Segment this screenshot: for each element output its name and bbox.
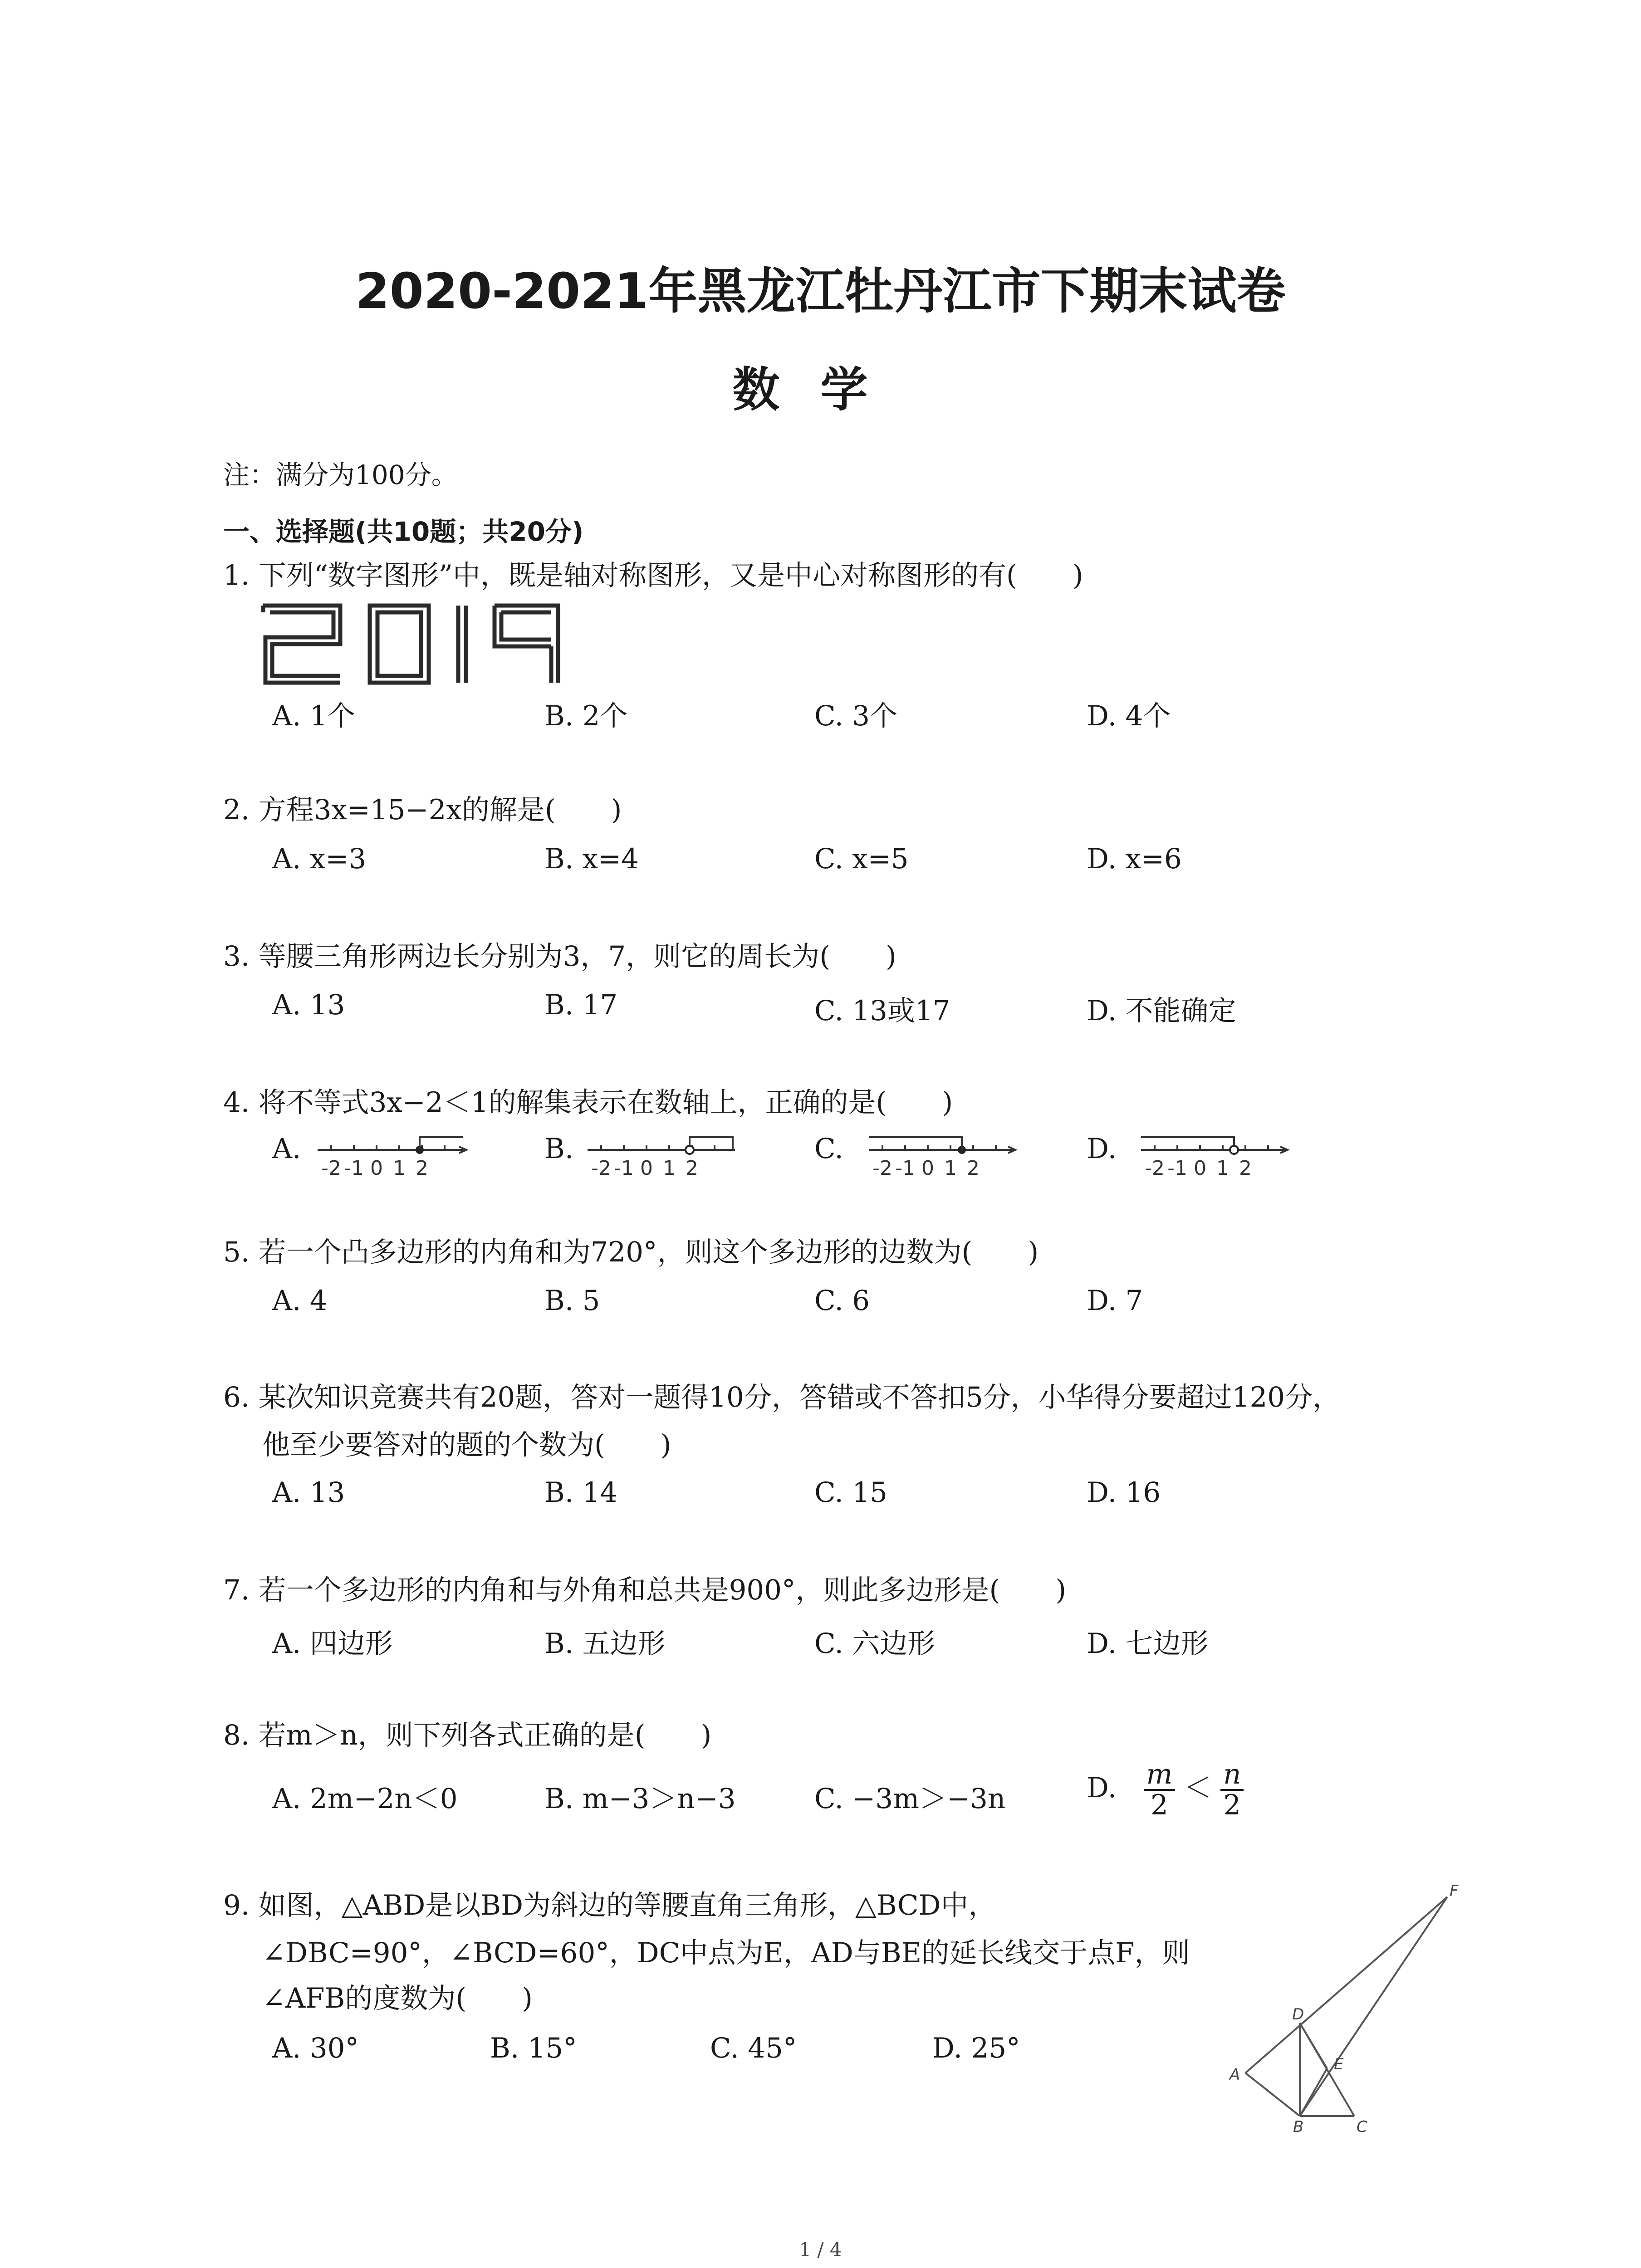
question-4-option-a[interactable]: A.	[272, 1133, 301, 1165]
digit-9	[495, 606, 558, 683]
question-1-digit-figure	[259, 601, 567, 685]
tick-label: 0	[370, 1157, 383, 1180]
question-6-stem: 6. 某次知识竞赛共有20题，答对一题得10分，答错或不答扣5分，小华得分要超过120分，	[223, 1381, 1341, 1413]
question-4-option-b[interactable]: B.	[544, 1133, 574, 1165]
question-9-option-d[interactable]: D. 25°	[932, 2032, 1020, 2064]
question-6-option-a[interactable]: A. 13	[272, 1476, 345, 1509]
question-2-option-c[interactable]: C. x=5	[814, 843, 909, 875]
question-8-option-a[interactable]: A. 2m−2n＜0	[272, 1783, 458, 1815]
question-9-stem-line2: ∠DBC=90°，∠BCD=60°，DC中点为E，AD与BE的延长线交于点F，则	[262, 1937, 1190, 1969]
question-4-stem: 4. 将不等式3x−2＜1的解集表示在数轴上，正确的是( )	[223, 1086, 953, 1119]
tick-label: 0	[1194, 1157, 1206, 1180]
question-4-option-d[interactable]: D.	[1087, 1133, 1117, 1165]
question-5-option-c[interactable]: C. 6	[814, 1285, 870, 1317]
question-6-option-c[interactable]: C. 15	[814, 1476, 887, 1509]
question-4-option-c[interactable]: C.	[814, 1133, 843, 1165]
number-line-b	[588, 1132, 742, 1182]
tick-label: 2	[967, 1157, 980, 1180]
fraction-denominator: 2	[1223, 1789, 1241, 1822]
score-note: 注：满分为100分。	[223, 459, 458, 490]
fraction-numerator: m	[1144, 1760, 1176, 1791]
tick-label: 1	[393, 1157, 406, 1180]
question-2-option-a[interactable]: A. x=3	[272, 843, 367, 875]
question-3-option-b[interactable]: B. 17	[544, 989, 618, 1021]
tick-label: 0	[640, 1157, 653, 1180]
section-heading: 一、选择题(共10题；共20分)	[223, 516, 584, 547]
tick-label: -2	[872, 1157, 892, 1180]
question-1-option-d[interactable]: D. 4个	[1087, 700, 1171, 732]
question-3-stem: 3. 等腰三角形两边长分别为3，7，则它的周长为( )	[223, 940, 896, 973]
digit-2	[263, 606, 340, 683]
number-line-a	[318, 1132, 472, 1182]
question-5-option-a[interactable]: A. 4	[272, 1285, 328, 1317]
tick-label: 2	[686, 1157, 698, 1180]
fraction-denominator: 2	[1151, 1789, 1168, 1822]
tick-label: -1	[344, 1157, 364, 1180]
question-2-option-d[interactable]: D. x=6	[1087, 843, 1182, 875]
tick-label: 1	[1216, 1157, 1229, 1180]
point-label: E	[1334, 2055, 1344, 2073]
question-3-option-a[interactable]: A. 13	[272, 989, 345, 1021]
digit-1	[458, 606, 466, 683]
question-9-geometry-figure	[1225, 1878, 1479, 2132]
tick-label: -1	[614, 1157, 634, 1180]
tick-label: -2	[591, 1157, 611, 1180]
question-7-option-c[interactable]: C. 六边形	[814, 1628, 936, 1660]
question-8-option-d-label: D.	[1087, 1772, 1117, 1804]
question-8-stem: 8. 若m＞n，则下列各式正确的是( )	[223, 1719, 712, 1751]
point-label: F	[1450, 1882, 1459, 1900]
question-9-option-a[interactable]: A. 30°	[272, 2032, 359, 2064]
question-9-stem: 9. 如图，△ABD是以BD为斜边的等腰直角三角形，△BCD中，	[223, 1889, 996, 1921]
question-7-stem: 7. 若一个多边形的内角和与外角和总共是900°，则此多边形是( )	[223, 1574, 1067, 1606]
question-8-option-d[interactable]	[1087, 1760, 1244, 1820]
point-label: C	[1357, 2118, 1367, 2132]
question-7-option-d[interactable]: D. 七边形	[1087, 1628, 1209, 1660]
question-5-option-d[interactable]: D. 7	[1087, 1285, 1143, 1317]
question-5-option-b[interactable]: B. 5	[544, 1285, 600, 1317]
question-6-option-b[interactable]: B. 14	[544, 1476, 618, 1509]
tick-label: 2	[416, 1157, 428, 1180]
point-label: A	[1230, 2066, 1240, 2084]
question-3-option-d[interactable]: D. 不能确定	[1087, 995, 1236, 1027]
number-line-d	[1132, 1132, 1295, 1182]
question-6-stem-line2: 他至少要答对的题的个数为( )	[262, 1429, 671, 1461]
less-than-sign: ＜	[1184, 1772, 1212, 1804]
question-8-option-b[interactable]: B. m−3＞n−3	[544, 1783, 736, 1815]
question-1-stem: 1. 下列“数字图形”中，既是轴对称图形，又是中心对称图形的有( )	[223, 559, 1083, 591]
question-1-option-c[interactable]: C. 3个	[814, 700, 898, 732]
page-title: 2020-2021年黑龙江牡丹江市下期末试卷	[355, 263, 1286, 320]
tick-label: 2	[1239, 1157, 1252, 1180]
question-9-option-c[interactable]: C. 45°	[710, 2032, 797, 2064]
tick-label: 1	[944, 1157, 957, 1180]
page-number: 1 / 4	[799, 2239, 842, 2261]
question-2-stem: 2. 方程3x=15−2x的解是( )	[223, 794, 622, 826]
number-line-c	[860, 1132, 1023, 1182]
question-2-option-b[interactable]: B. x=4	[544, 843, 639, 875]
question-6-option-d[interactable]: D. 16	[1087, 1476, 1161, 1509]
question-5-stem: 5. 若一个凸多边形的内角和为720°，则这个多边形的边数为( )	[223, 1236, 1039, 1268]
question-9-option-b[interactable]: B. 15°	[490, 2032, 577, 2064]
point-label: B	[1293, 2118, 1304, 2132]
question-8-option-c[interactable]: C. −3m＞−3n	[814, 1783, 1006, 1815]
fraction-left	[1144, 1760, 1176, 1820]
question-1-option-a[interactable]: A. 1个	[272, 700, 355, 732]
tick-label: 0	[921, 1157, 934, 1180]
question-7-option-a[interactable]: A. 四边形	[272, 1628, 393, 1660]
tick-label: -1	[1167, 1157, 1187, 1180]
tick-label: 1	[663, 1157, 676, 1180]
question-9-stem-line3: ∠AFB的度数为( )	[262, 1982, 533, 2014]
page-subtitle: 数学	[732, 362, 909, 417]
question-1-option-b[interactable]: B. 2个	[544, 700, 628, 732]
question-3-option-c[interactable]: C. 13或17	[814, 995, 950, 1027]
tick-label: -2	[321, 1157, 341, 1180]
fraction-right	[1220, 1760, 1244, 1820]
tick-label: -2	[1145, 1157, 1165, 1180]
fraction-numerator: n	[1220, 1760, 1244, 1791]
question-7-option-b[interactable]: B. 五边形	[544, 1628, 666, 1660]
tick-label: -1	[895, 1157, 915, 1180]
point-label: D	[1292, 2005, 1304, 2024]
